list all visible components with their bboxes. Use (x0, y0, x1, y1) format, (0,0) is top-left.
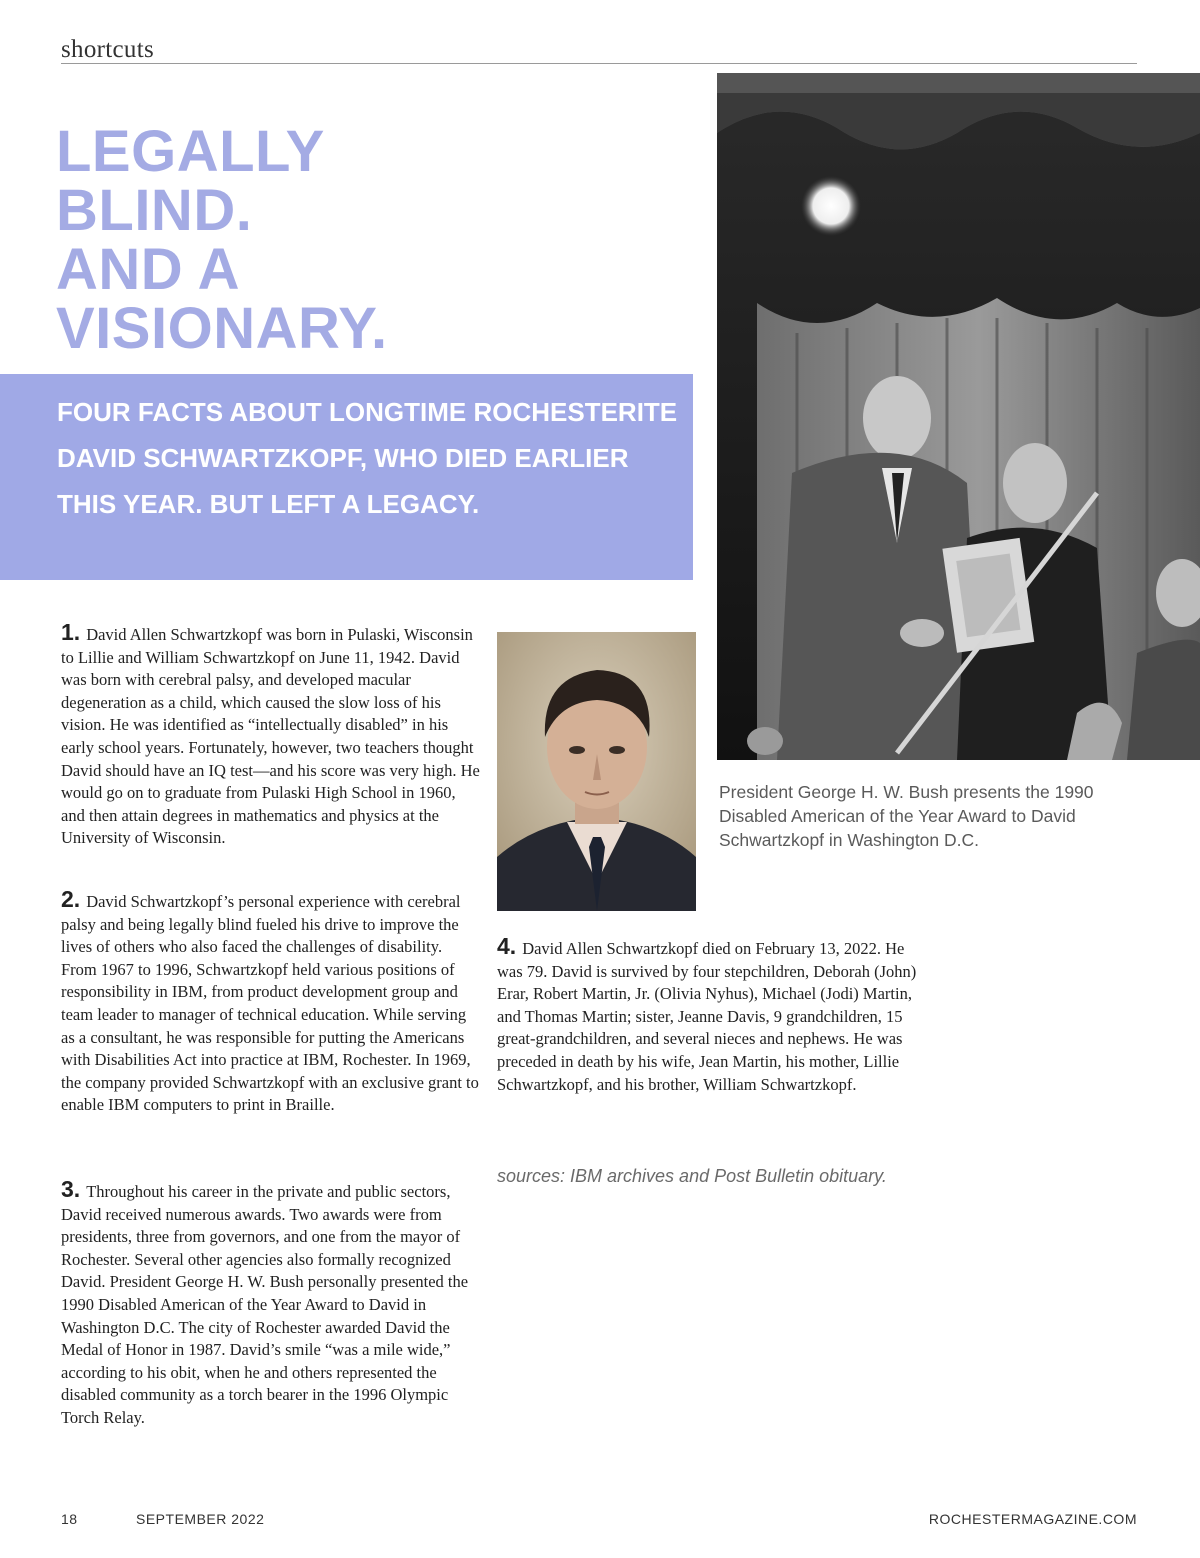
fact-4-text: David Allen Schwartzkopf died on February 13, 2022. He was 79. David is survived by four stepchildren, Deborah (John) Erar, Robert Martin, Jr. (Olivia Nyhus), Michael (Jodi) Martin, and Thomas Martin; sister, Jeanne Davis, 9 grandchildren, 15 great-grandchildren, and several nieces and nephews. He was preceded in death by his wife, Jean Martin, his mother, Lillie Schwartzkopf, and his brother, William Schwartzkopf. (497, 939, 917, 1094)
deck: FOUR FACTS ABOUT LONGTIME ROCHESTERITE DAVID SCHWARTZKOPF, WHO DIED EARLIER THIS YEAR. BUT LEFT A LEGACY. (57, 397, 678, 519)
headline (56, 119, 388, 361)
fact-3-number: 3. (61, 1176, 81, 1202)
fact-2-number: 2. (61, 886, 81, 912)
headline-line-4: VISIONARY. (56, 296, 388, 361)
fact-2 (61, 888, 481, 1117)
footer-page-number: 18 (61, 1511, 78, 1527)
fact-1-text: David Allen Schwartzkopf was born in Pulaski, Wisconsin to Lillie and William Schwartzkopf on June 11, 1942. David was born with cerebral palsy, and developed macular degeneration as a child, which caused the slow loss of his vision. He was identified as “intellectually disabled” in his early school years. Fortunately, however, two teachers thought David should have an IQ test—and his score was very high. He would go on to graduate from Pulaski High School in 1960, and then attain degrees in mathematics and physics at the University of Wisconsin. (61, 625, 480, 848)
top-rule (61, 63, 1137, 64)
bush-award-photo (717, 73, 1200, 760)
headline-line-2: BLIND. (56, 178, 253, 243)
photo-caption: President George H. W. Bush presents the 1990 Disabled American of the Year Award to David Schwartzkopf in Washington D.C. (719, 782, 1094, 850)
fact-1 (61, 621, 481, 850)
portrait-photo (497, 632, 696, 911)
bush-award-photo-illustration (717, 73, 1200, 760)
fact-4-number: 4. (497, 933, 517, 959)
headline-line-3: AND A (56, 237, 241, 302)
section-label: shortcuts (61, 36, 154, 63)
footer-website: ROCHESTERMAGAZINE.COM (928, 1511, 1137, 1527)
footer-issue-date: SEPTEMBER 2022 (136, 1511, 265, 1527)
sources: sources: IBM archives and Post Bulletin obituary. (497, 1166, 887, 1186)
headline-line-1: LEGALLY (56, 119, 325, 184)
fact-1-number: 1. (61, 619, 81, 645)
fact-2-text: David Schwartzkopf’s personal experience with cerebral palsy and being legally blind fueled his drive to improve the lives of others who also faced the challenges of disability. From 1967 to 1996, Schwartzkopf held various positions of responsibility in IBM, from product development group and team leader to manager of technical education. While serving as a consultant, he was responsible for putting the Americans with Disabilities Act into practice at IBM, Rochester. In 1969, the company provided Schwartzkopf with an exclusive grant to enable IBM computers to print in Braille. (61, 892, 479, 1115)
portrait-photo-illustration (497, 632, 696, 911)
fact-4 (497, 935, 917, 1096)
fact-3-text: Throughout his career in the private and public sectors, David received numerous awards. Two awards were from presidents, three from governors, and one from the mayor of Rochester. Several other agencies also formally recognized David. President George H. W. Bush personally presented the 1990 Disabled American of the Year Award to David in Washington D.C. The city of Rochester awarded David the Medal of Honor in 1987. David’s smile “was a mile wide,” according to his obit, when he and others represented the disabled community as a torch bearer in the 1996 Olympic Torch Relay. (61, 1182, 469, 1427)
fact-3 (61, 1178, 481, 1430)
